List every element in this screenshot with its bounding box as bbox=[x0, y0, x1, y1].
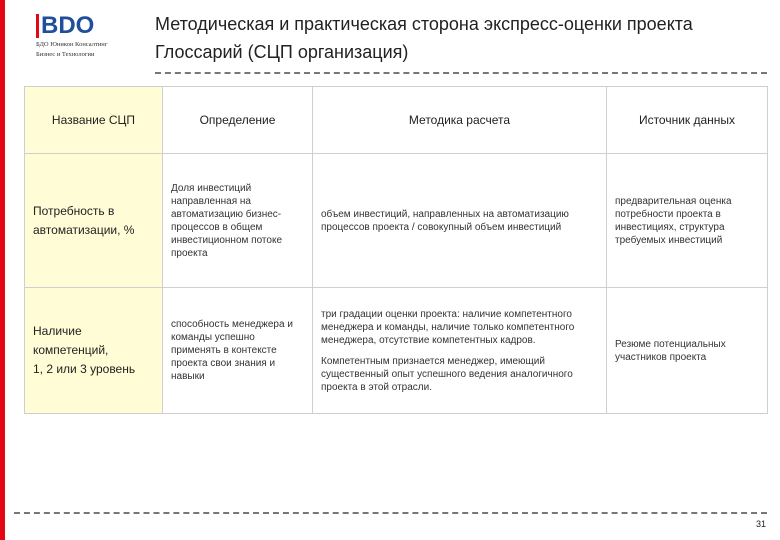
row-method-paragraph: объем инвестиций, направленных на автоматизацию процессов проекта / совокупный объем инвестиций bbox=[321, 208, 569, 233]
header-divider bbox=[155, 72, 767, 74]
left-accent-bar bbox=[0, 0, 5, 540]
logo-subtitle-1: БДО Юникон Консалтинг bbox=[36, 41, 108, 48]
row-name-line: 1, 2 или 3 уровень bbox=[33, 362, 136, 376]
row-method-cell bbox=[313, 288, 607, 414]
page-subtitle: Глоссарий (СЦП организация) bbox=[155, 42, 409, 62]
row-name-line: Наличие bbox=[33, 324, 82, 338]
row-name-line: автоматизации, % bbox=[33, 222, 135, 237]
table-row bbox=[25, 154, 768, 288]
glossary-table bbox=[24, 86, 768, 414]
page-number: 31 bbox=[755, 519, 766, 529]
header-source: Источник данных bbox=[607, 87, 768, 154]
table-header-row bbox=[25, 87, 768, 154]
page-title: Методическая и практическая сторона экспресс-оценки проекта bbox=[155, 14, 693, 34]
row-method-paragraph: три градации оценки проекта: наличие компетентного менеджера и команды, наличие только компетентного менеджера, отсутствие компетентных кадров. bbox=[321, 308, 575, 346]
row-name-line: компетенций, bbox=[33, 343, 109, 357]
row-name-line: Потребность в bbox=[33, 203, 115, 218]
table-row bbox=[25, 288, 768, 414]
row-definition-cell: Доля инвестиций направленная на автоматизацию бизнес-процессов в общем инвестиционном потоке проекта bbox=[163, 154, 313, 288]
row-source-cell: предварительная оценка потребности проекта в инвестициях, структура требуемых инвестиций bbox=[607, 154, 768, 288]
logo-subtitle-2: Бизнес и Технологии bbox=[36, 51, 95, 58]
row-definition-cell: способность менеджера и команды успешно применять в контексте проекта свои знания и навыки bbox=[163, 288, 313, 414]
logo-text: BDO bbox=[41, 12, 95, 39]
logo-bracket bbox=[36, 14, 39, 38]
header-method: Методика расчета bbox=[313, 87, 607, 154]
bdo-logo bbox=[36, 14, 107, 58]
row-method-cell bbox=[313, 154, 607, 288]
header-definition: Определение bbox=[163, 87, 313, 154]
footer-divider bbox=[14, 512, 767, 514]
row-name-cell bbox=[25, 288, 163, 414]
row-method-paragraph: Компетентным признается менеджер, имеющий существенный опыт успешного ведения аналогичного проекта в этой отрасли. bbox=[321, 355, 573, 393]
header-name: Название СЦП bbox=[25, 87, 163, 154]
row-source-cell: Резюме потенциальных участников проекта bbox=[607, 288, 768, 414]
row-name-cell bbox=[25, 154, 163, 288]
logo-mark bbox=[36, 14, 107, 38]
